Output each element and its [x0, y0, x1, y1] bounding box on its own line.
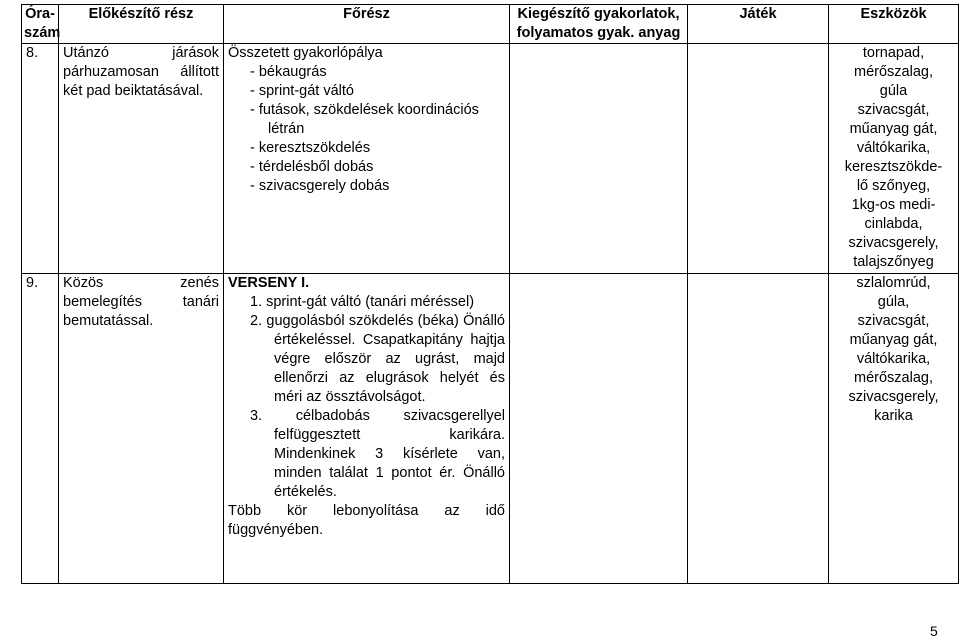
- eszkoz-item: 1kg-os medi-: [851, 197, 936, 213]
- row-number: 9.: [22, 274, 59, 584]
- eszkoz-item: gúla: [879, 83, 908, 99]
- eszkoz-item: lő szőnyeg,: [856, 178, 931, 194]
- lesson-plan-table: [21, 4, 959, 584]
- foresz-item: - békaugrás: [250, 64, 327, 80]
- header-oraszam: [22, 5, 59, 44]
- eszkoz-item: szlalomrúd,: [856, 275, 931, 291]
- eszkoz-item: mérőszalag,: [854, 64, 933, 80]
- foresz-item: - sprint-gát váltó: [250, 83, 354, 99]
- eszkoz-item: tornapad,: [862, 45, 925, 61]
- row-foresz: [224, 44, 510, 274]
- foresz-numbered-item: 3. célbadobás szivacsgerellyel felfüggesztett karikára. Mindenkinek 3 kísérlete van, minden találat 1 pontot ér. Önálló értékelés.: [250, 408, 505, 500]
- foresz-item: - keresztszökdelés: [250, 140, 371, 156]
- row-kiegeszito: [510, 44, 688, 274]
- foresz-item: - térdelésből dobás: [250, 159, 374, 175]
- foresz-item: - futások, szökdelések koordinációs létrán: [250, 102, 479, 137]
- header-kieg-line2: folyamatos gyak. anyag: [516, 25, 681, 41]
- table-row: [22, 274, 959, 584]
- eszkoz-item: keresztszökde-: [844, 159, 943, 175]
- row-foresz: [224, 274, 510, 584]
- header-foresz: Főrész: [224, 5, 510, 44]
- header-ora-line2: szám: [24, 25, 61, 41]
- foresz-numbered-item: 1. sprint-gát váltó (tanári méréssel): [250, 294, 475, 310]
- header-ora-line1: Óra-: [25, 6, 55, 22]
- row-elokeszito: Utánzó járások párhuzamosan állított két pad beiktatásával.: [59, 44, 224, 274]
- eszkoz-item: műanyag gát,: [849, 121, 938, 137]
- header-kieg-line1: Kiegészítő gyakorlatok,: [517, 6, 680, 22]
- row-elokeszito: Közös zenés bemelegítés tanári bemutatással.: [59, 274, 224, 584]
- header-kiegeszito: [510, 5, 688, 44]
- table-row: [22, 44, 959, 274]
- foresz-numbered-item: 2. guggolásból szökdelés (béka) Önálló értékeléssel. Csapatkapitány hajtja végre először az ugrást, majd ellenőrzi az elugrások helyét és méri az össztávolságot.: [250, 313, 505, 405]
- foresz-footer: Több kör lebonyolítása az idő függvényében.: [228, 503, 505, 538]
- eszkoz-item: szivacsgát,: [857, 102, 930, 118]
- eszkoz-item: váltókarika,: [856, 140, 931, 156]
- header-jatek: Játék: [688, 5, 829, 44]
- row-jatek: [688, 44, 829, 274]
- eszkoz-item: gúla,: [877, 294, 910, 310]
- eszkoz-item: váltókarika,: [856, 351, 931, 367]
- row-jatek: [688, 274, 829, 584]
- foresz-title: Összetett gyakorlópálya: [228, 45, 383, 61]
- eszkoz-item: karika: [874, 408, 913, 424]
- header-row: [22, 5, 959, 44]
- eszkoz-item: szivacsgerely,: [848, 235, 939, 251]
- foresz-item: - szivacsgerely dobás: [250, 178, 390, 194]
- eszkoz-item: szivacsgát,: [857, 313, 930, 329]
- eszkoz-item: cinlabda,: [864, 216, 923, 232]
- page-number: 5: [930, 623, 938, 639]
- eszkoz-item: szivacsgerely,: [848, 389, 939, 405]
- row-kiegeszito: [510, 274, 688, 584]
- row-eszkozok: [829, 274, 959, 584]
- eszkoz-item: talajszőnyeg: [853, 254, 934, 270]
- row-number: 8.: [22, 44, 59, 274]
- header-elokeszito: Előkészítő rész: [59, 5, 224, 44]
- eszkoz-item: műanyag gát,: [849, 332, 938, 348]
- header-eszkozok: Eszközök: [829, 5, 959, 44]
- row-eszkozok: [829, 44, 959, 274]
- foresz-title: VERSENY I.: [228, 275, 310, 291]
- eszkoz-item: mérőszalag,: [854, 370, 933, 386]
